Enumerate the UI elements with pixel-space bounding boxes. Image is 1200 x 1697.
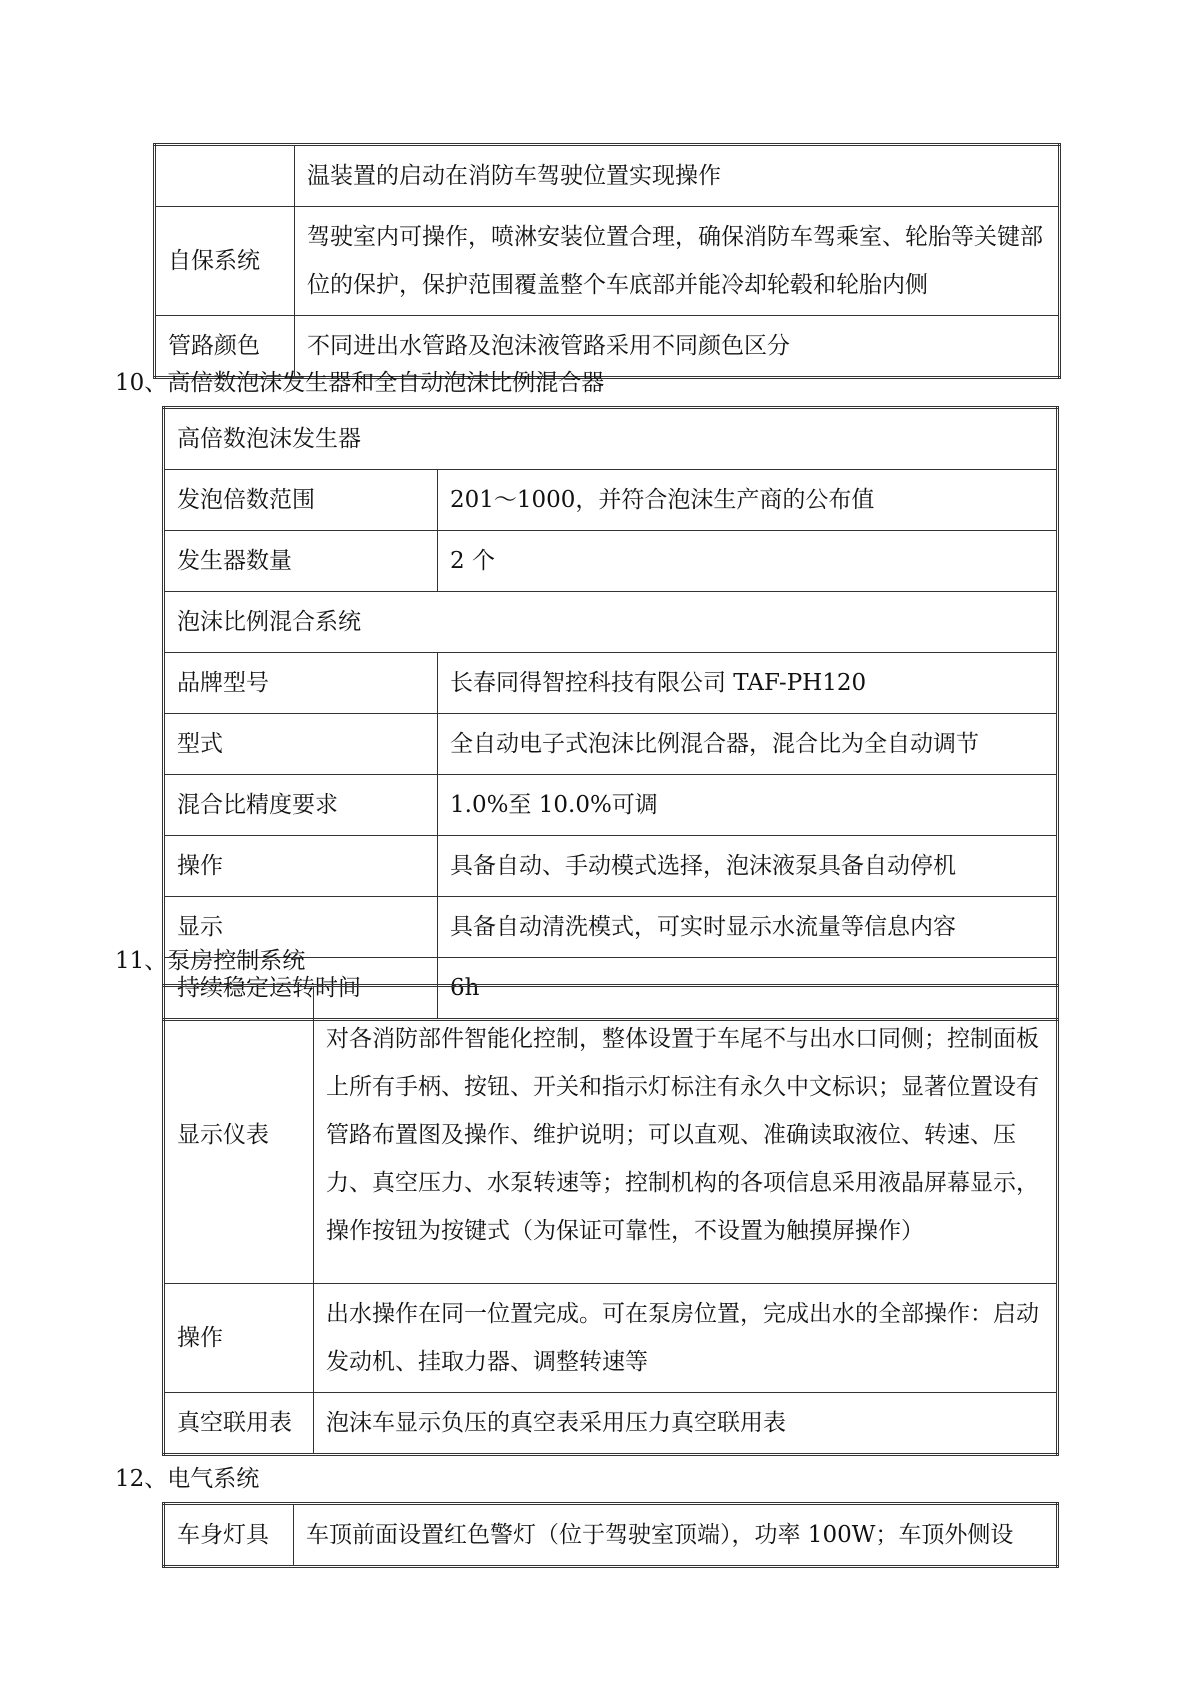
row-value: 车顶前面设置红色警灯（位于驾驶室顶端），功率 100W；车顶外侧设 xyxy=(294,1504,1058,1567)
row-value: 不同进出水管路及泡沫液管路采用不同颜色区分 xyxy=(295,316,1060,378)
row-value: 驾驶室内可操作，喷淋安装位置合理，确保消防车驾乘室、轮胎等关键部位的保护，保护范围覆盖整个车底部并能冷却轮毂和轮胎内侧 xyxy=(295,207,1060,316)
row-value: 对各消防部件智能化控制，整体设置于车尾不与出水口同侧；控制面板上所有手柄、按钮、开关和指示灯标注有永久中文标识；显著位置设有管路布置图及操作、维护说明；可以直观、准确读取液位、转速、压力、真空压力、水泵转速等；控制机构的各项信息采用液晶屏幕显示，操作按钮为按键式（为保证可靠性，不设置为触摸屏操作） xyxy=(314,986,1058,1284)
group-header-row xyxy=(164,408,1058,470)
section-heading-12: 12、电气系统 xyxy=(115,1466,260,1492)
row-label: 真空联用表 xyxy=(164,1393,314,1455)
table-row xyxy=(164,470,1058,531)
group-title: 泡沫比例混合系统 xyxy=(164,592,1058,653)
row-label: 发泡倍数范围 xyxy=(164,470,438,531)
electrical-table xyxy=(162,1502,1059,1568)
table-row xyxy=(155,207,1060,316)
row-value: 1.0%至 10.0%可调 xyxy=(438,775,1058,836)
row-value: 出水操作在同一位置完成。可在泵房位置，完成出水的全部操作：启动发动机、挂取力器、调整转速等 xyxy=(314,1284,1058,1393)
row-label xyxy=(155,145,295,207)
table-row xyxy=(164,986,1058,1284)
row-value: 具备自动、手动模式选择，泡沫液泵具备自动停机 xyxy=(438,836,1058,897)
table-row xyxy=(164,714,1058,775)
group-title: 高倍数泡沫发生器 xyxy=(164,408,1058,470)
table-row xyxy=(164,836,1058,897)
row-label: 管路颜色 xyxy=(155,316,295,378)
row-value: 具备自动清洗模式，可实时显示水流量等信息内容 xyxy=(438,897,1058,958)
row-label: 操作 xyxy=(164,836,438,897)
section-heading-10: 10、高倍数泡沫发生器和全自动泡沫比例混合器 xyxy=(115,370,605,396)
row-value: 6h xyxy=(438,958,1058,1020)
table-row xyxy=(155,145,1060,207)
section-heading-11: 11、泵房控制系统 xyxy=(115,948,306,974)
row-label: 品牌型号 xyxy=(164,653,438,714)
row-value: 201～1000，并符合泡沫生产商的公布值 xyxy=(438,470,1058,531)
table-row xyxy=(164,775,1058,836)
row-label: 自保系统 xyxy=(155,207,295,316)
pump-room-table xyxy=(162,984,1059,1456)
row-label: 发生器数量 xyxy=(164,531,438,592)
row-label: 显示仪表 xyxy=(164,986,314,1284)
row-value: 2 个 xyxy=(438,531,1058,592)
foam-system-table xyxy=(162,406,1059,1021)
row-label: 显示 xyxy=(164,897,438,958)
row-value: 泡沫车显示负压的真空表采用压力真空联用表 xyxy=(314,1393,1058,1455)
row-value: 全自动电子式泡沫比例混合器，混合比为全自动调节 xyxy=(438,714,1058,775)
row-value: 温装置的启动在消防车驾驶位置实现操作 xyxy=(295,145,1060,207)
table-row xyxy=(164,531,1058,592)
row-value: 长春同得智控科技有限公司 TAF-PH120 xyxy=(438,653,1058,714)
table-row xyxy=(164,1504,1058,1567)
row-label: 操作 xyxy=(164,1284,314,1393)
table-row xyxy=(164,653,1058,714)
table-row xyxy=(164,1284,1058,1393)
row-label: 混合比精度要求 xyxy=(164,775,438,836)
vehicle-spec-table xyxy=(153,143,1061,379)
row-label: 型式 xyxy=(164,714,438,775)
group-header-row xyxy=(164,592,1058,653)
row-label: 持续稳定运转时间 xyxy=(164,958,438,1020)
table-row xyxy=(164,1393,1058,1455)
row-label: 车身灯具 xyxy=(164,1504,294,1567)
